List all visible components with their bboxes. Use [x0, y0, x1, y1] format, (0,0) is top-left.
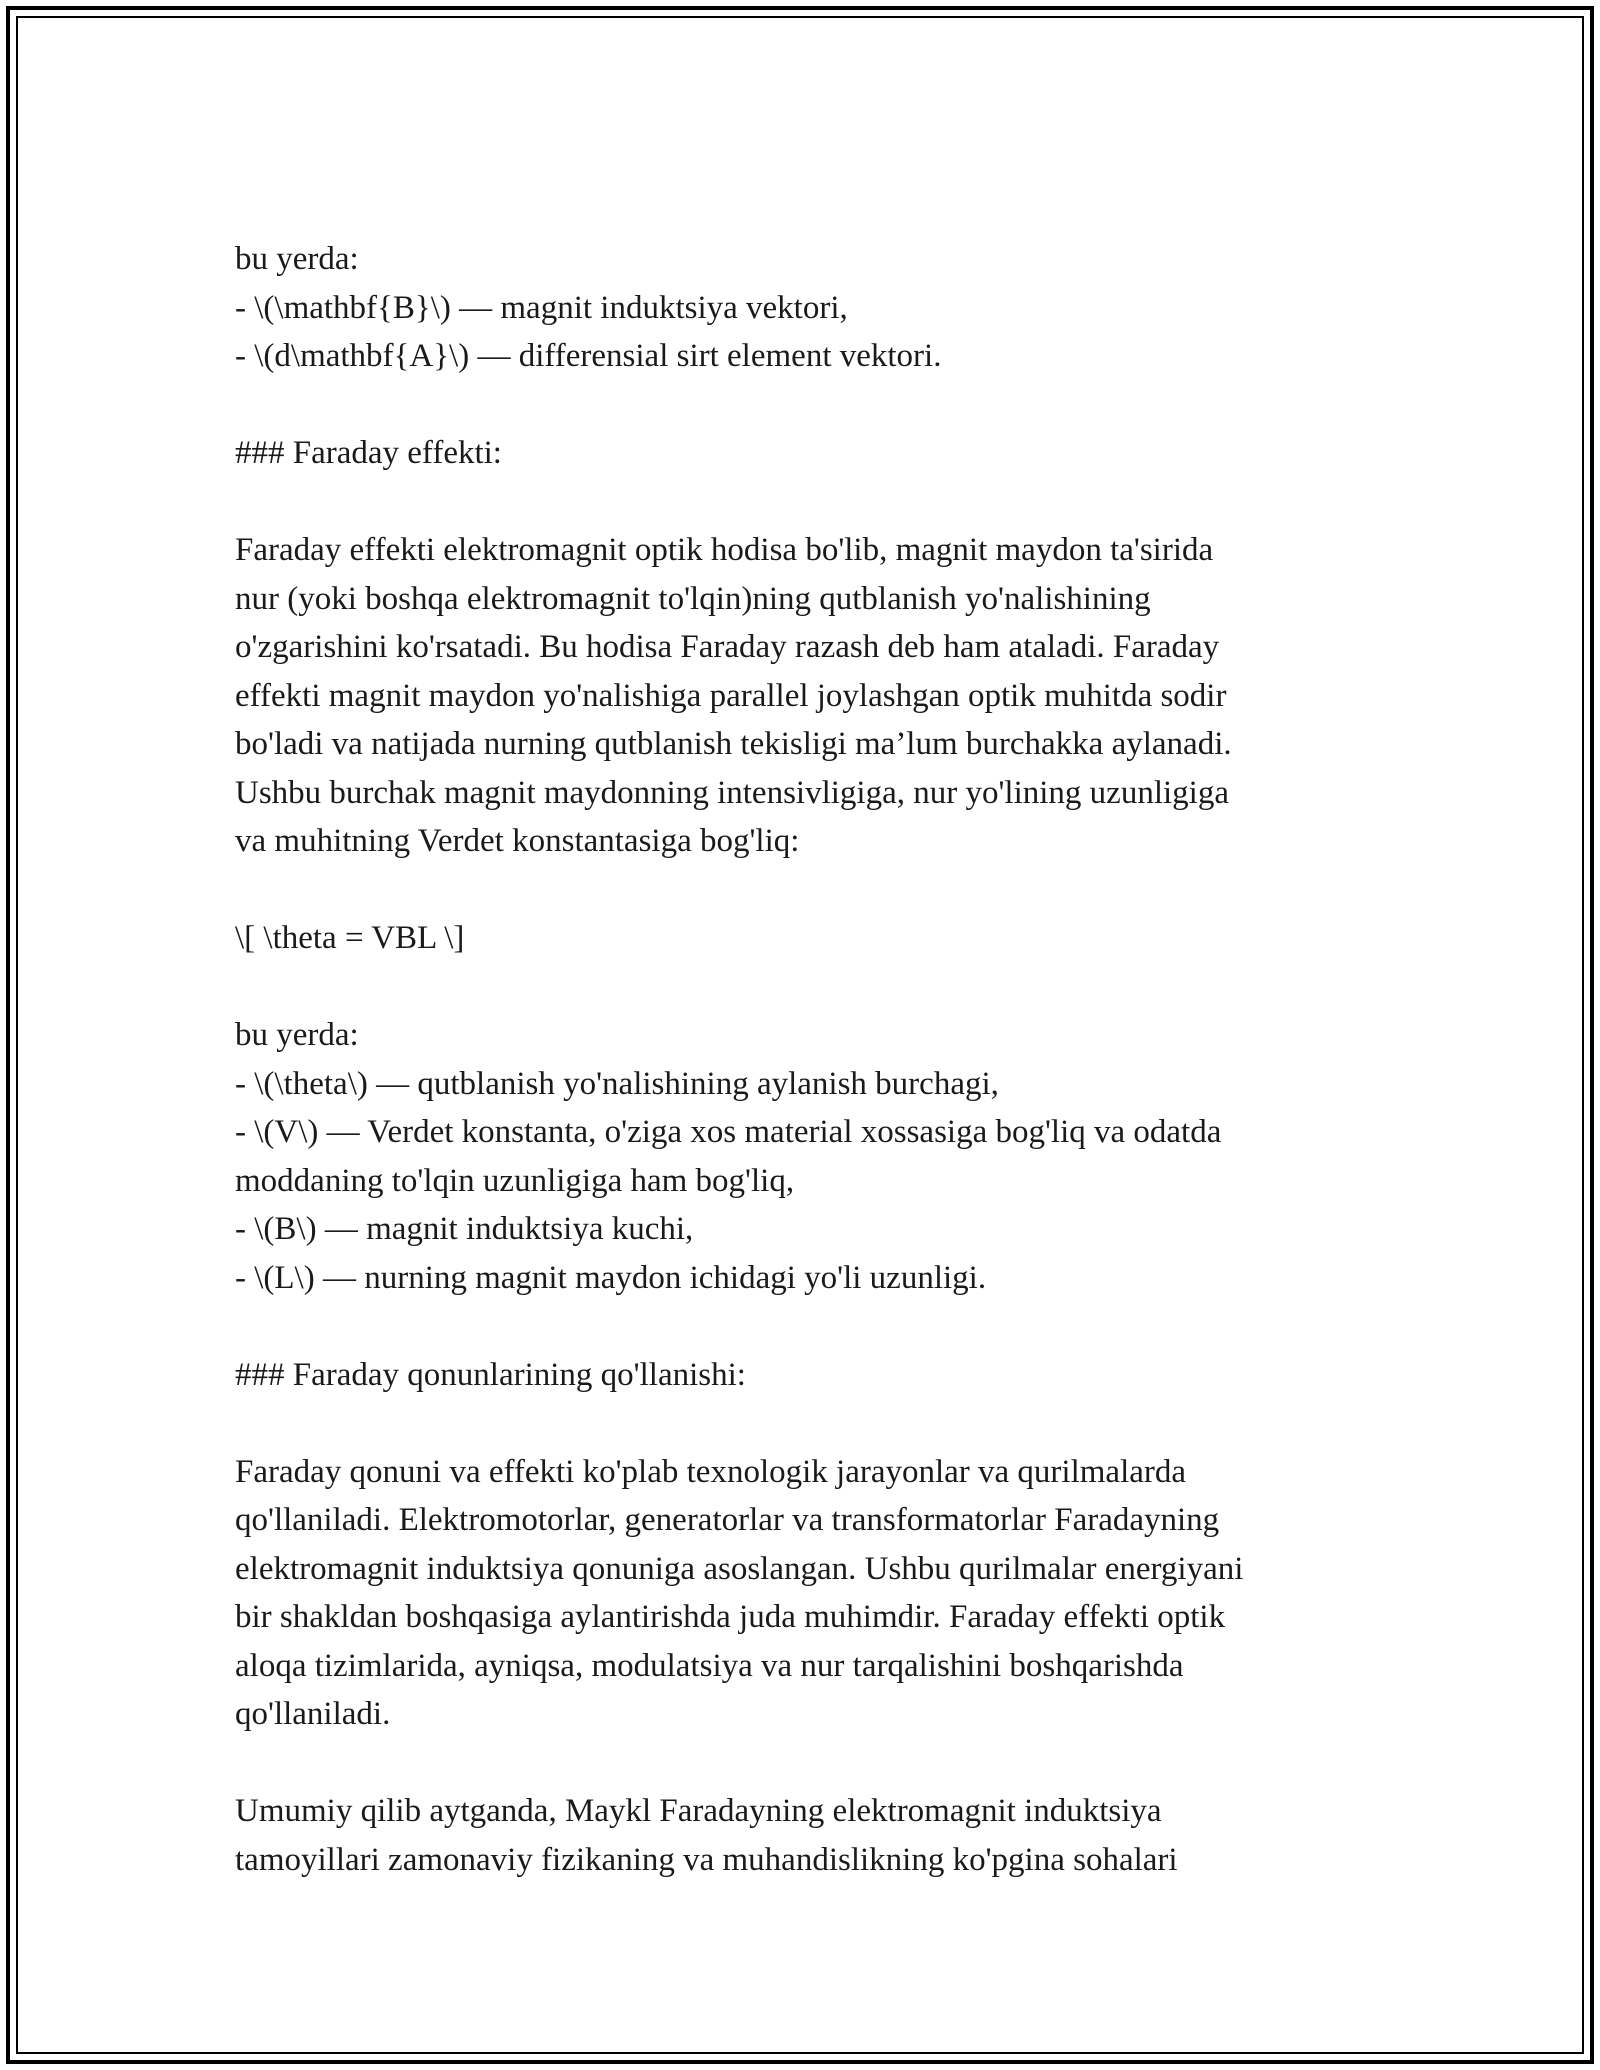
definition-item: - \(\theta\) — qutblanish yo'nalishining aylanish burchagi,: [235, 1065, 999, 1102]
paragraph-line: Faraday effekti elektromagnit optik hodisa bo'lib, magnit maydon ta'sirida: [235, 532, 1214, 568]
definitions-block-2: [235, 1011, 1375, 1302]
spacer: [235, 866, 1375, 915]
paragraph-line: aloqa tizimlarida, ayniqsa, modulatsiya va nur tarqalishini boshqarishda: [235, 1647, 1184, 1684]
paragraph-line: o'zgarishini ko'rsatadi. Bu hodisa Faraday razash deb ham ataladi. Faraday: [235, 629, 1220, 665]
spacer: [235, 1399, 1375, 1448]
formula: \[ \theta = VBL \]: [235, 920, 465, 956]
definition-item: - \(L\) — nurning magnit maydon ichidagi yo'li uzunligi.: [235, 1259, 987, 1296]
spacer: [235, 963, 1375, 1012]
definitions-intro: bu yerda:: [235, 1017, 359, 1053]
spacer: [235, 478, 1375, 527]
spacer: [235, 1739, 1375, 1788]
paragraph-line: elektromagnit induktsiya qonuniga asoslangan. Ushbu qurilmalar energiyani: [235, 1550, 1244, 1587]
paragraph-line: Ushbu burchak magnit maydonning intensivligiga, nur yo'lining uzunligiga: [235, 774, 1229, 811]
section-heading: ### Faraday qonunlarining qo'llanishi:: [235, 1356, 746, 1393]
definition-item: - \(d\mathbf{A}\) — differensial sirt element vektori.: [235, 338, 942, 374]
paragraph-applications: [235, 1448, 1375, 1739]
spacer: [235, 381, 1375, 430]
definitions-intro: bu yerda:: [235, 241, 359, 277]
paragraph-summary: [235, 1787, 1375, 1884]
definition-item: - \(V\) — Verdet konstanta, o'ziga xos material xossasiga bog'liq va odatda: [235, 1114, 1222, 1150]
paragraph-line: bir shakldan boshqasiga aylantirishda juda muhimdir. Faraday effekti optik: [235, 1599, 1226, 1635]
paragraph-line: qo'llaniladi.: [235, 1696, 391, 1732]
definition-item: moddaning to'lqin uzunligiga ham bog'liq,: [235, 1162, 795, 1199]
definition-item: - \(\mathbf{B}\) — magnit induktsiya vektori,: [235, 289, 848, 326]
paragraph-line: Umumiy qilib aytganda, Maykl Faradayning elektromagnit induktsiya: [235, 1793, 1162, 1829]
paragraph-line: bo'ladi va natijada nurning qutblanish tekisligi ma’lum burchakka aylanadi.: [235, 726, 1232, 762]
spacer: [235, 1302, 1375, 1351]
paragraph-line: qo'llaniladi. Elektromotorlar, generatorlar va transformatorlar Faradayning: [235, 1502, 1220, 1538]
paragraph-line: tamoyillari zamonaviy fizikaning va muhandislikning ko'pgina sohalari: [235, 1841, 1178, 1878]
paragraph-line: effekti magnit maydon yo'nalishiga parallel joylashgan optik muhitda sodir: [235, 677, 1227, 714]
section-heading: ### Faraday effekti:: [235, 435, 502, 471]
paragraph-line: nur (yoki boshqa elektromagnit to'lqin)ning qutblanish yo'nalishining: [235, 580, 1151, 617]
definitions-block-1: [235, 235, 1375, 381]
paragraph-line: Faraday qonuni va effekti ko'plab texnologik jarayonlar va qurilmalarda: [235, 1453, 1187, 1490]
paragraph-faraday-effect: [235, 526, 1375, 866]
document-body: [235, 235, 1375, 1884]
definition-item: - \(B\) — magnit induktsiya kuchi,: [235, 1211, 694, 1247]
paragraph-line: va muhitning Verdet konstantasiga bog'liq:: [235, 823, 800, 859]
